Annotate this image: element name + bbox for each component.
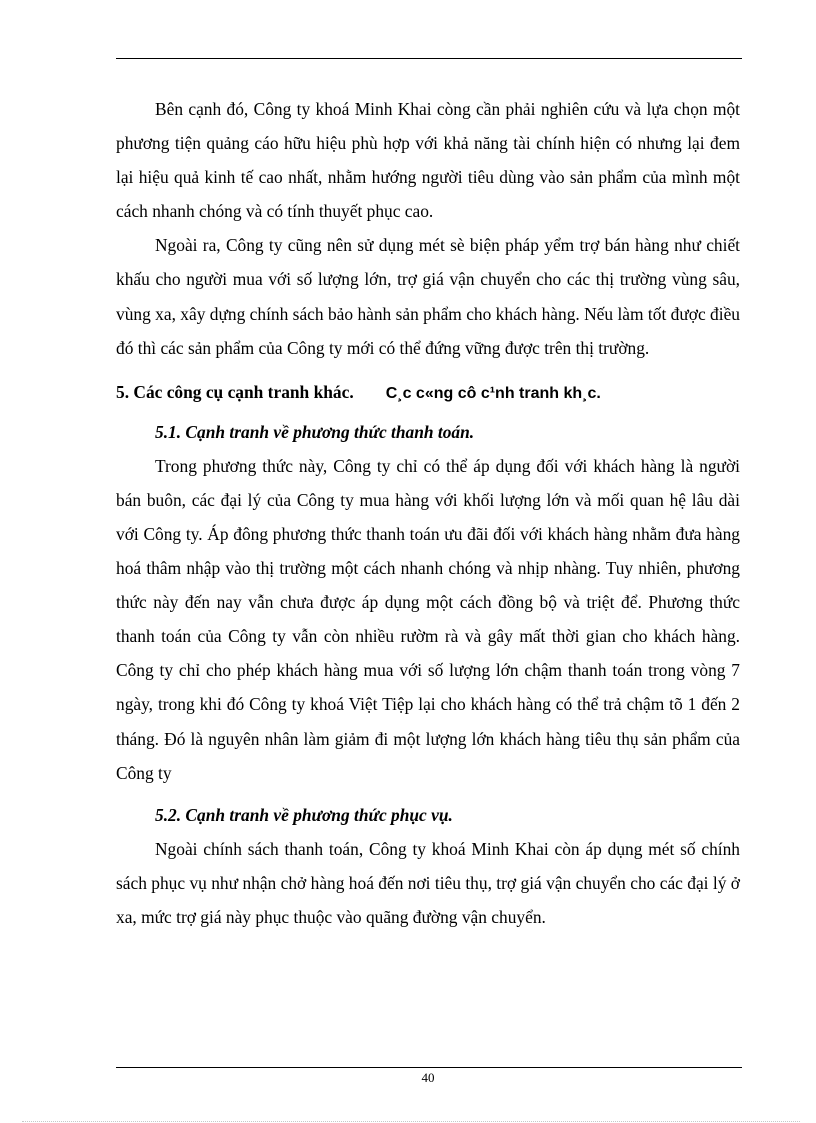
section-heading	[116, 375, 740, 411]
header-rule	[116, 58, 742, 59]
paragraph-sales-support: Ngoài ra, Công ty cũng nên sử dụng mét sè biện pháp yểm trợ bán hàng như chiết khấu cho người mua với số lượng lớn, trợ giá vận chuyển cho các thị trường vùng sâu, vùng xa, xây dựng chính sách bảo hành sản phẩm cho khách hàng. Nếu làm tốt được điều đó thì các sản phẩm của Công ty mới có thể đứng vững được trên thị trường.	[116, 235, 740, 358]
footer-dotted-divider	[22, 1121, 800, 1122]
subsection-2-title: 5.2. Cạnh tranh về phương thức phục vụ.	[155, 804, 453, 825]
paragraph-payment-method: Trong phương thức này, Công ty chỉ có thể áp dụng đối với khách hàng là người bán buôn, các đại lý của Công ty mua hàng với khối lượng lớn và mối quan hệ lâu dài với Công ty. Áp đông phương thức thanh toán ưu đãi đối với khách hàng nhằm đưa hàng hoá thâm nhập vào thị trường một cách nhanh chóng và nhịp nhàng. Tuy nhiên, phương thức này đến nay vẫn chưa được áp dụng một cách đồng bộ và triệt để. Phương thức thanh toán của Công ty vẫn còn nhiều rườm rà và gây mất thời gian cho khách hàng. Công ty chỉ cho phép khách hàng mua với số lượng lớn chậm thanh toán trong vòng 7 ngày, trong khi đó Công ty khoá Việt Tiệp lại cho khách hàng có thể trả chậm tõ 1 đến 2 tháng. Đó là nguyên nhân làm giảm đi một lượng lớn khách hàng tiêu thụ sản phẩm của Công ty	[116, 455, 740, 783]
section-heading-garbled: C¸c c«ng cô c¹nh tranh kh¸c.	[385, 384, 601, 402]
paragraph-service-method: Ngoài chính sách thanh toán, Công ty khoá Minh Khai còn áp dụng mét số chính sách phục vụ như nhận chở hàng hoá đến nơi tiêu thụ, trợ giá vận chuyển cho các đại lý ở xa, mức trợ giá này phục thuộc vào quãng đường vận chuyển.	[116, 838, 740, 927]
page-body	[116, 92, 740, 934]
page-number: 40	[421, 1070, 435, 1085]
footer-rule	[116, 1067, 742, 1068]
subsection-1-title: 5.1. Cạnh tranh về phương thức thanh toán.	[155, 421, 475, 442]
paragraph-advertising: Bên cạnh đó, Công ty khoá Minh Khai còng cần phải nghiên cứu và lựa chọn một phương tiện quảng cáo hữu hiệu phù hợp với khả năng tài chính hiện có nhưng lại đem lại hiệu quả kinh tế cao nhất, nhằm hướng người tiêu dùng vào sản phẩm của mình một cách nhanh chóng và có tính thuyết phục cao.	[116, 99, 740, 222]
section-heading-text: 5. Các công cụ cạnh tranh khác.	[116, 381, 354, 402]
